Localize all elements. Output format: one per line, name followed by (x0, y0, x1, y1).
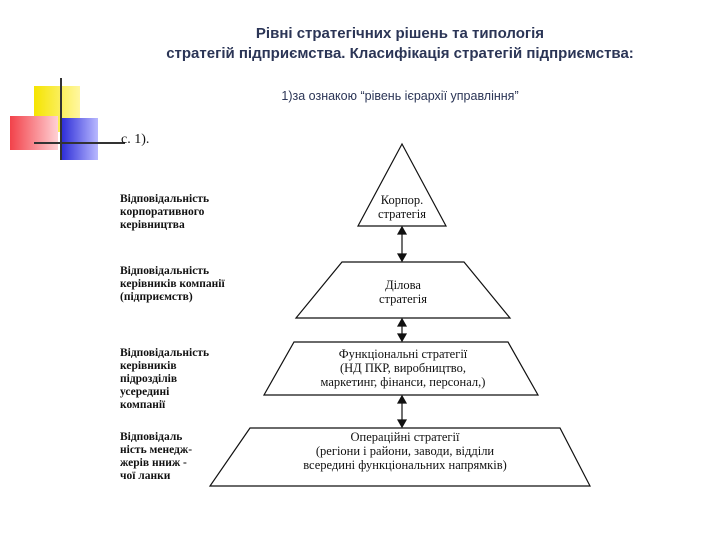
tier-business-label: Ділова стратегія (379, 278, 427, 306)
responsibility-corporate: Відповідальність корпоративного керівництва (120, 193, 210, 231)
tier-corporate-label: Корпор. стратегія (378, 193, 426, 221)
slide-subtitle: 1)за ознакою “рівень ієрархії управління” (281, 89, 519, 103)
slide-title: Рівні стратегічних рішень та типологія стратегій підприємства. Класифікація стратегій підприємства: (166, 25, 634, 62)
tier-functional-label: Функціональні стратегії (НД ПКР, виробництво, маркетинг, фінанси, персонал,) (320, 347, 486, 389)
responsibility-company: Відповідальність керівників компанії (підприємств) (120, 265, 225, 303)
responsibility-divisions: Відповідальність керівників підрозділів усередині компанії (120, 347, 210, 411)
arrow-corporate-business (398, 227, 406, 261)
arrow-business-functional (398, 319, 406, 341)
arrow-functional-operational (398, 396, 406, 427)
responsibility-lower-managers: Відповідаль ність менедж- жерів нниж - чої ланки (120, 431, 193, 482)
source-fragment-text: с. 1). (121, 132, 150, 147)
tier-operational-label: Операційні стратегії (регіони і райони, заводи, відділи всередині функціональних напрямків) (303, 430, 507, 472)
